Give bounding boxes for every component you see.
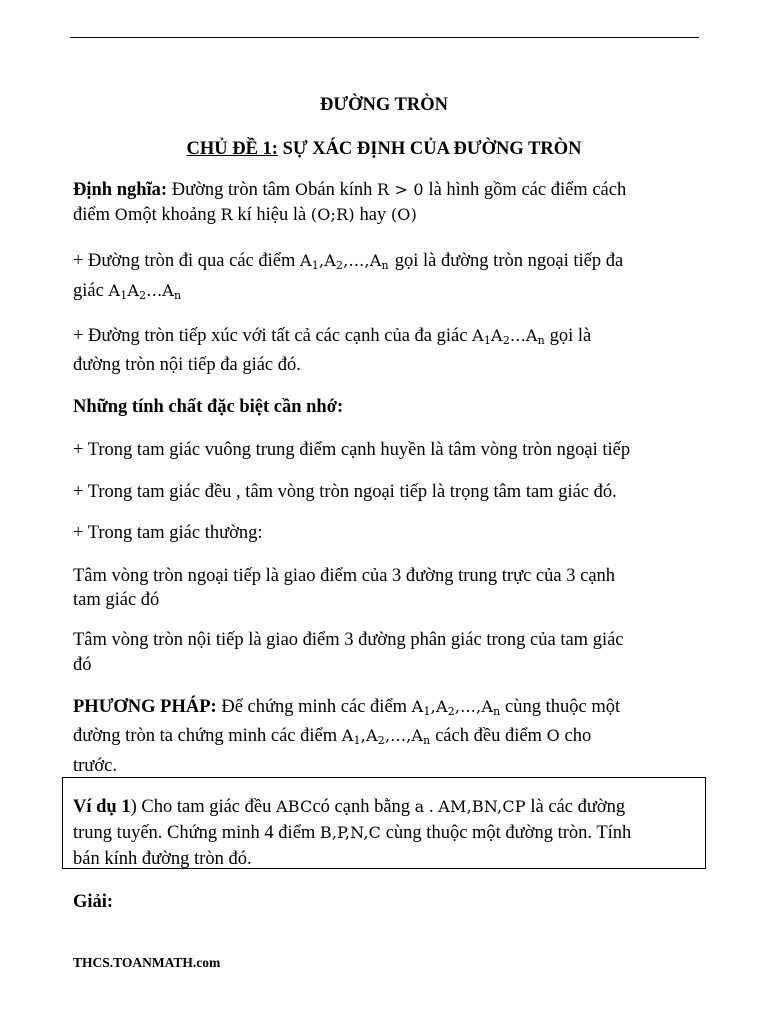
text: trung tuyến. Chứng minh 4 điểm xyxy=(73,823,320,843)
text: là các đường xyxy=(525,797,626,817)
definition-line-2 xyxy=(73,206,417,225)
page-title: ĐƯỜNG TRÒN xyxy=(320,95,448,115)
example-label: Ví dụ 1 xyxy=(73,797,131,817)
property-item-1: + Trong tam giác vuông trung điểm cạnh huyền là tâm vòng tròn ngoại tiếp xyxy=(73,440,631,460)
math: A xyxy=(369,251,382,270)
text: ) xyxy=(130,797,137,817)
math: (O;R) xyxy=(310,205,355,224)
math: 2 xyxy=(447,705,455,718)
inscribed-line-2: đường tròn nội tiếp đa giác đó. xyxy=(73,355,301,375)
text: cùng thuộc một đường tròn. Tính xyxy=(381,823,632,843)
topic-text: SỰ XÁC ĐỊNH CỦA ĐƯỜNG TRÒN xyxy=(277,139,582,159)
text: Cho tam giác đều xyxy=(136,797,276,817)
math: ABC xyxy=(275,797,313,816)
method-line-2 xyxy=(73,727,591,746)
text: Để chứng minh các điểm xyxy=(216,697,412,717)
text: giác xyxy=(73,281,109,301)
solution-label: Giải: xyxy=(73,892,114,912)
math: A xyxy=(481,697,494,716)
topic-label: CHỦ ĐỀ 1: xyxy=(186,139,278,159)
text: đường tròn ta chứng minh các điểm xyxy=(73,726,342,746)
text: hay xyxy=(354,205,391,225)
math: A xyxy=(108,281,121,300)
math: A xyxy=(366,726,378,745)
math: ,..., xyxy=(384,726,412,745)
math: 2 xyxy=(502,334,511,347)
points-expression xyxy=(300,251,389,270)
math: ... xyxy=(146,281,163,300)
text: + Đường tròn tiếp xúc với tất cả các cạnh của đa giác xyxy=(73,326,473,346)
math: A xyxy=(491,326,503,345)
math: R xyxy=(220,205,233,224)
math: A xyxy=(324,251,337,270)
math: A xyxy=(411,697,424,716)
math: n xyxy=(174,289,182,302)
text: một khoảng xyxy=(127,205,221,225)
property-item-5-line-1: Tâm vòng tròn nội tiếp là giao điểm 3 đường phân giác trong của tam giác xyxy=(73,630,624,650)
math: ,..., xyxy=(454,697,482,716)
math: 1 xyxy=(483,334,492,347)
example-line-3: bán kính đường tròn đó. xyxy=(73,849,252,869)
math: A xyxy=(127,281,140,300)
text: có cạnh bằng xyxy=(312,797,415,817)
circumscribed-line-1 xyxy=(73,252,623,271)
text: kí hiệu là xyxy=(232,205,311,225)
math: 1 xyxy=(120,289,128,302)
math: A xyxy=(525,326,538,345)
top-rule xyxy=(70,37,699,38)
definition-line-1 xyxy=(73,181,626,200)
math: O xyxy=(546,726,560,745)
method-label: PHƯƠNG PHÁP: xyxy=(73,697,217,717)
example-line-1 xyxy=(73,798,625,817)
math: a xyxy=(414,797,425,816)
math: A xyxy=(162,281,174,300)
circumscribed-line-2 xyxy=(73,282,181,301)
math: 1 xyxy=(423,705,431,718)
math: n xyxy=(493,705,501,718)
math: , xyxy=(430,697,436,716)
property-item-2: + Trong tam giác đều , tâm vòng tròn ngoại tiếp là trọng tâm tam giác đó. xyxy=(73,482,617,502)
math: ... xyxy=(510,326,526,345)
text: cách đều điểm xyxy=(430,726,547,746)
footer-site: THCS.TOANMATH.com xyxy=(73,955,221,970)
math: 2 xyxy=(377,734,385,747)
math: n xyxy=(537,334,545,347)
math: O xyxy=(294,180,309,199)
property-item-4-line-1: Tâm vòng tròn ngoại tiếp là giao điểm của 3 đường trung trực của 3 cạnh xyxy=(73,566,616,586)
property-item-5-line-2: đó xyxy=(73,655,92,675)
math: (O) xyxy=(390,205,418,224)
math: 2 xyxy=(336,259,344,272)
property-item-3: + Trong tam giác thường: xyxy=(73,523,263,543)
text: Đường tròn tâm xyxy=(167,180,295,200)
math: 1 xyxy=(311,259,319,272)
text: là hình gồm các điểm cách xyxy=(423,180,627,200)
method-line-3: trước. xyxy=(73,756,117,776)
text: + Đường tròn đi qua các điểm xyxy=(73,251,301,271)
math: 2 xyxy=(139,289,147,302)
math: A xyxy=(341,726,354,745)
points-expression xyxy=(412,697,501,716)
polygon-expression xyxy=(472,326,545,345)
text: bán kính xyxy=(308,180,377,200)
topic-heading xyxy=(0,140,768,159)
text: gọi là đường tròn ngoại tiếp đa xyxy=(394,251,624,271)
math: A xyxy=(472,326,484,345)
definition-label: Định nghĩa: xyxy=(73,180,168,200)
text: cùng thuộc một xyxy=(500,697,621,717)
math: n xyxy=(381,259,389,272)
inscribed-line-1 xyxy=(73,327,591,346)
points-expression xyxy=(342,726,431,745)
math: O xyxy=(114,205,128,224)
math: n xyxy=(423,734,431,747)
math: R > 0 xyxy=(377,180,424,199)
math: A xyxy=(411,726,424,745)
math: AM,BN,CP xyxy=(438,797,526,816)
math: 1 xyxy=(353,734,361,747)
text: gọi là xyxy=(544,326,592,346)
polygon-expression xyxy=(108,281,181,300)
example-line-2 xyxy=(73,824,631,843)
math: ,..., xyxy=(343,251,370,270)
property-item-4-line-2: tam giác đó xyxy=(73,590,160,610)
text: cho xyxy=(559,726,592,746)
math: , xyxy=(318,251,325,270)
text: điểm xyxy=(73,205,115,225)
math: A xyxy=(435,697,448,716)
math: A xyxy=(300,251,312,270)
text: . xyxy=(424,797,439,817)
method-line-1 xyxy=(73,698,620,717)
math: , xyxy=(360,726,366,745)
properties-heading: Những tính chất đặc biệt cần nhớ: xyxy=(73,397,344,417)
math: B,P,N,C xyxy=(319,823,382,842)
